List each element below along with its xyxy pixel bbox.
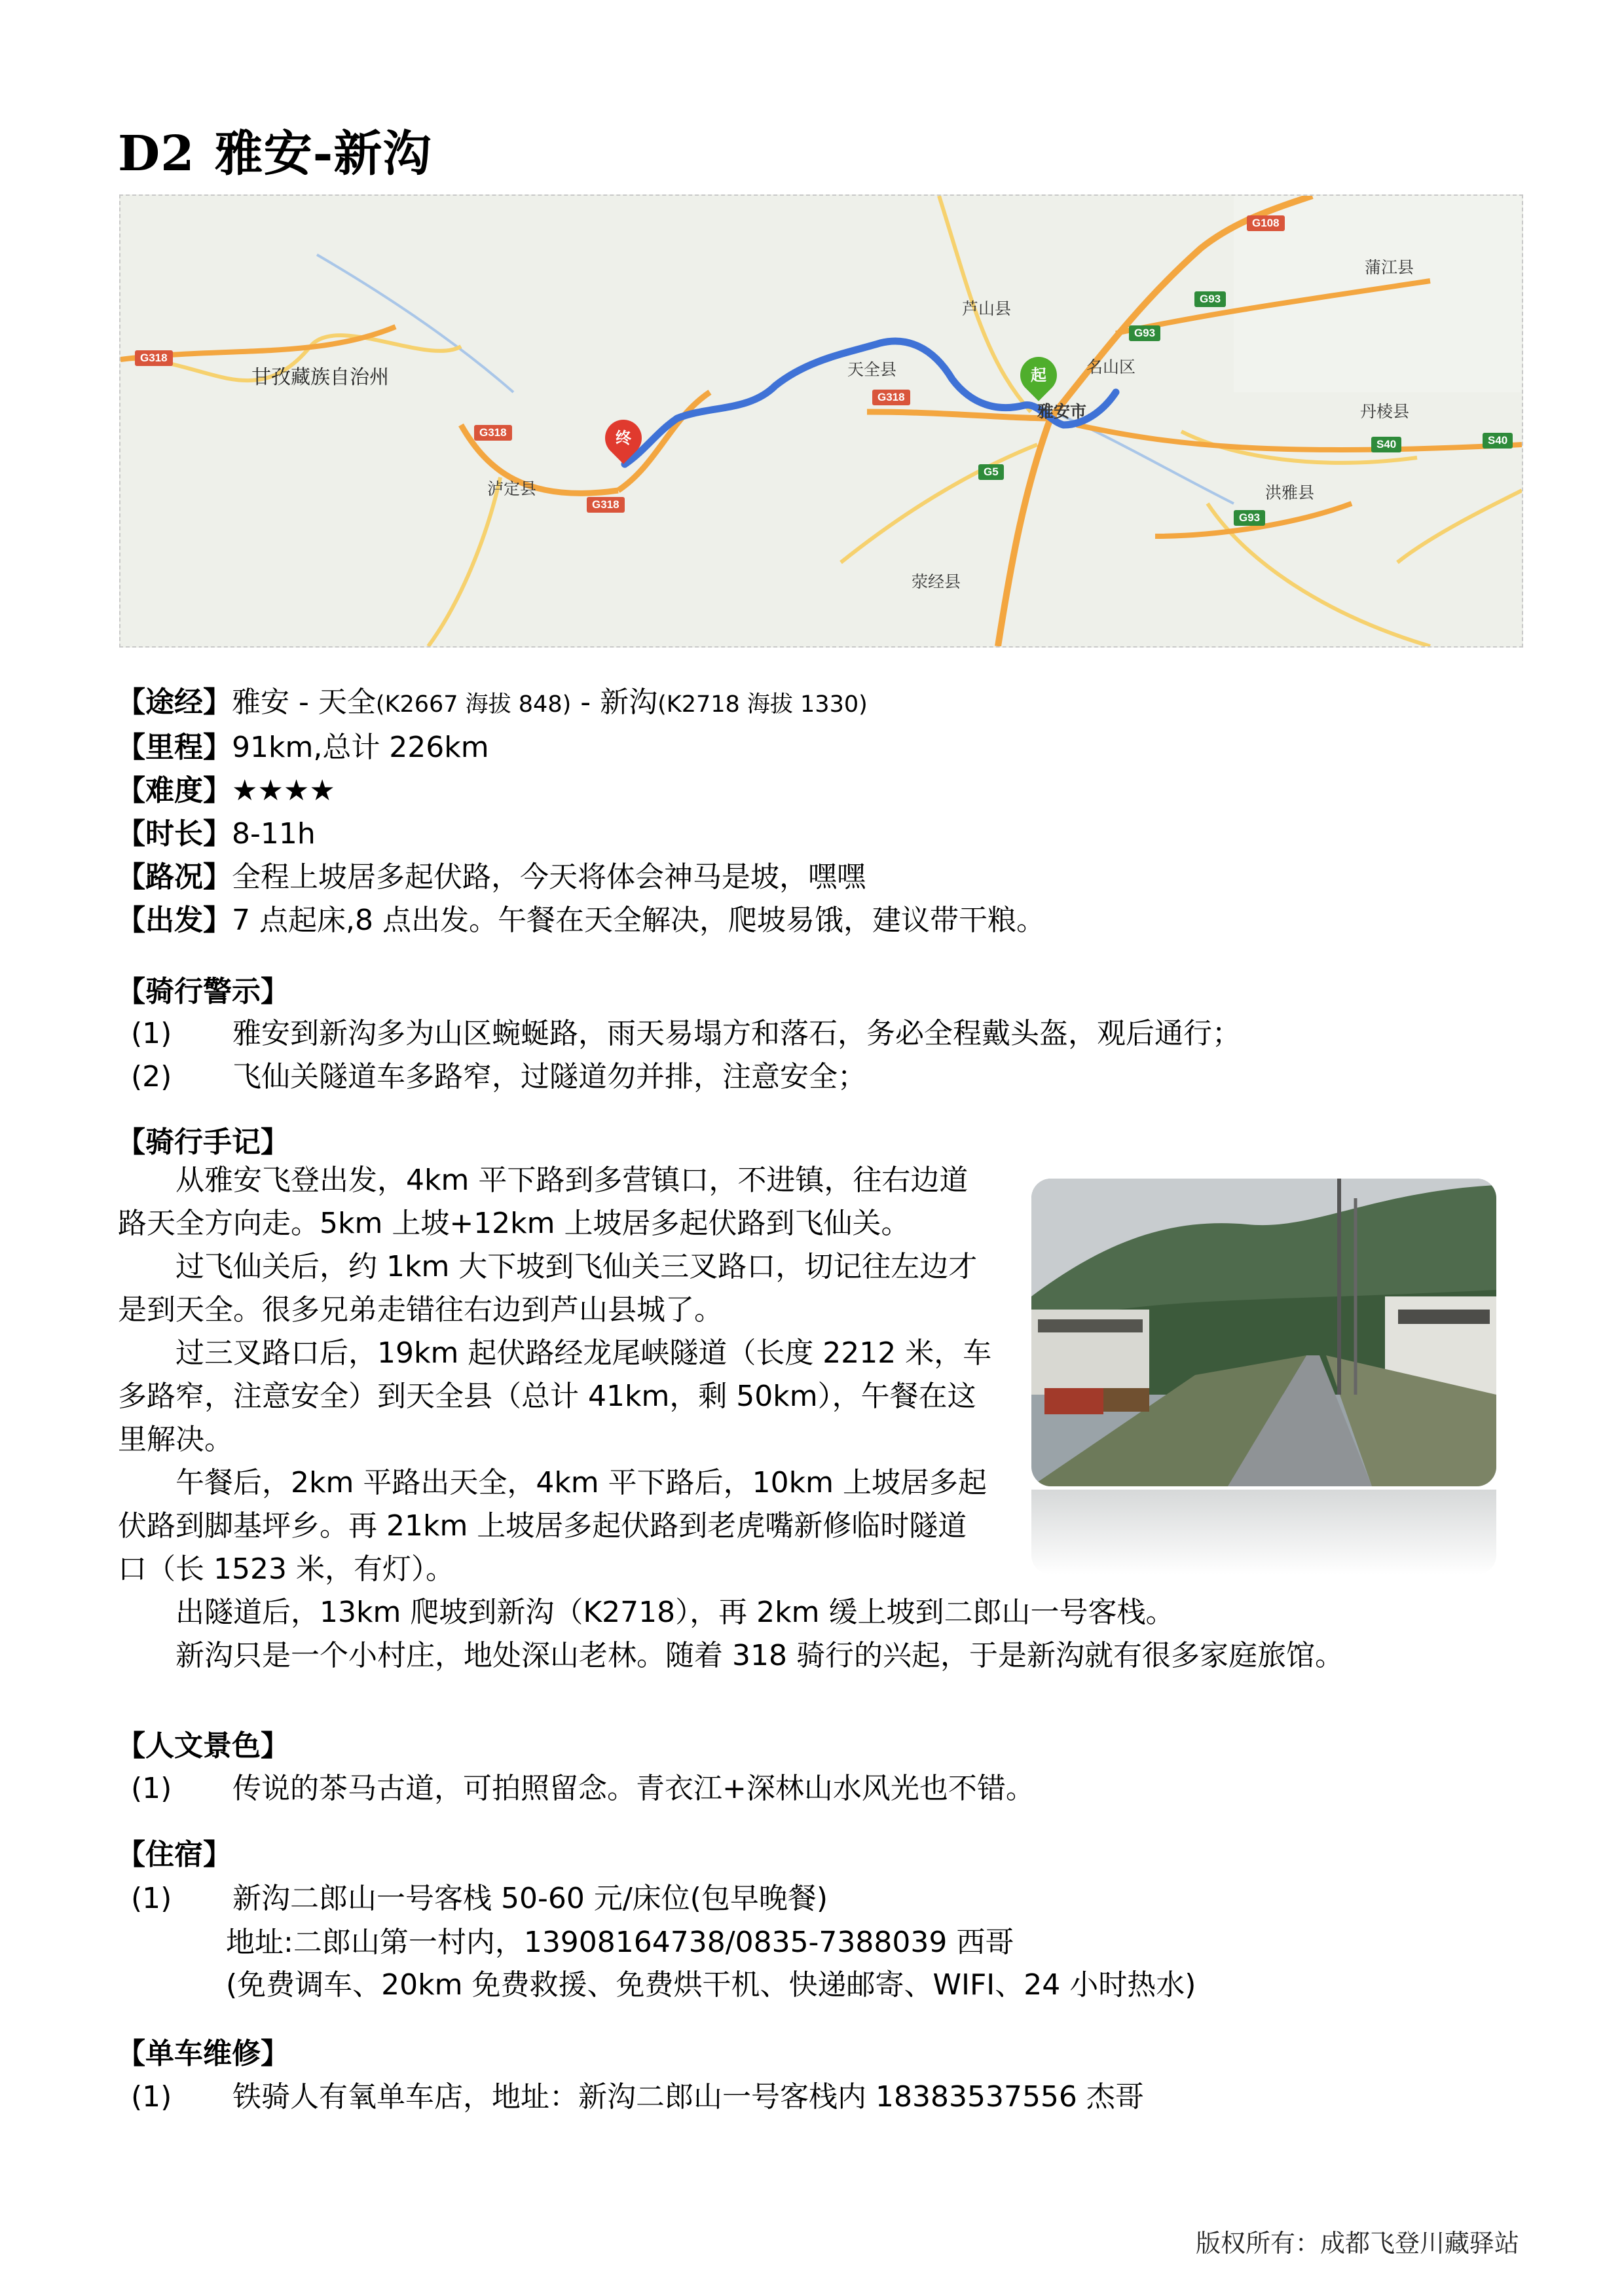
warning-item-1: (1) 雅安到新沟多为山区蜿蜒路，雨天易塌方和落石，务必全程戴头盔，观后通行； (131, 1017, 1241, 1050)
shield-g318-d: G318 (872, 390, 910, 405)
copyright-footer: 版权所有：成都飞登川藏驿站 (1195, 2229, 1519, 2258)
shield-g318-c: G318 (587, 497, 625, 513)
section-lodging-title: 【住宿】 (117, 1838, 232, 1871)
section-scenery-title: 【人文景色】 (117, 1729, 289, 1763)
place-danling: 丹棱县 (1360, 402, 1410, 421)
notes-line: 路天全方向走。5km 上坡+12km 上坡居多起伏路到飞仙关。 (118, 1207, 910, 1240)
shield-g93-a: G93 (1129, 325, 1160, 341)
notes-line: 午餐后，2km 平路出天全，4km 平下路后，10km 上坡居多起 (175, 1466, 987, 1499)
notes-line: 多路窄，注意安全）到天全县（总计 41km，剩 50km），午餐在这 (118, 1380, 976, 1413)
place-tianquan: 天全县 (847, 360, 897, 379)
place-luding: 泸定县 (487, 479, 537, 498)
photo-reflection (1031, 1490, 1496, 1575)
info-difficulty: 【难度】★★★★ (117, 774, 335, 807)
route-info (117, 681, 1045, 942)
notes-line: 伏路到脚基坪乡。再 21km 上坡居多起伏路到老虎嘴新修临时隧道 (118, 1509, 967, 1543)
shield-s40-b: S40 (1483, 433, 1513, 449)
place-mingshan: 名山区 (1086, 358, 1136, 376)
notes-line: 过三叉路口后，19km 起伏路经龙尾峡隧道（长度 2212 米，车 (175, 1336, 992, 1370)
info-route: 【途经】雅安 - 天全(K2667 海拔 848) - 新沟(K2718 海拔 1330) (117, 686, 868, 719)
place-hongya: 洪雅县 (1265, 483, 1315, 502)
page-title (118, 115, 432, 185)
notes-body-wide (118, 1591, 1559, 1678)
lodging-item-1: (1) 新沟二郎山一号客栈 50-60 元/床位(包早晚餐) (131, 1882, 828, 1915)
place-yaan: 雅安市 (1037, 402, 1087, 421)
warning-item-2: (2) 飞仙关隧道车多路窄，过隧道勿并排，注意安全； (131, 1060, 866, 1093)
shield-s40-a: S40 (1371, 437, 1401, 452)
lodging-address: 地址:二郎山第一村内，13908164738/0835-7388039 西哥 (226, 1926, 1014, 1959)
info-distance: 【里程】91km,总计 226km (117, 731, 489, 764)
section-repair-title: 【单车维修】 (117, 2037, 289, 2070)
place-yingjing: 荥经县 (912, 572, 961, 591)
notes-line: 口（长 1523 米，有灯）。 (118, 1552, 454, 1586)
notes-line: 从雅安飞登出发，4km 平下路到多营镇口，不进镇，往右边道 (175, 1164, 969, 1197)
difficulty-stars: ★★★★ (232, 774, 335, 807)
section-warning-title: 【骑行警示】 (117, 975, 289, 1008)
place-pujiang: 蒲江县 (1365, 258, 1414, 277)
notes-line: 出隧道后，13km 爬坡到新沟（K2718），再 2km 缓上坡到二郎山一号客栈。 (175, 1596, 1175, 1629)
repair-item-1: (1) 铁骑人有氧单车店，地址：新沟二郎山一号客栈内 18383537556 杰哥 (131, 2080, 1144, 2114)
road-photo (1031, 1179, 1496, 1486)
notes-line: 里解决。 (118, 1423, 233, 1456)
place-ganzi: 甘孜藏族自治州 (251, 366, 389, 389)
notes-body (118, 1159, 1028, 1591)
lodging-services: (免费调车、20km 免费救援、免费烘干机、快递邮寄、WIFI、24 小时热水) (226, 1968, 1196, 2002)
day-number: D2 (118, 126, 195, 182)
start-marker: 起 (1012, 349, 1064, 401)
place-lushan: 芦山县 (962, 299, 1012, 318)
shield-g5: G5 (978, 464, 1004, 480)
shield-g318-b: G318 (474, 425, 512, 441)
shield-g93-c: G93 (1234, 510, 1265, 526)
map-roads (120, 196, 1522, 646)
route-map (119, 194, 1523, 648)
info-duration: 【时长】8-11h (117, 817, 316, 851)
shield-g318-a: G318 (135, 350, 173, 366)
shield-g93-b: G93 (1194, 291, 1226, 307)
info-road: 【路况】全程上坡居多起伏路，今天将体会神马是坡，嘿嘿 (117, 860, 866, 894)
notes-line: 新沟只是一个小村庄，地处深山老林。随着 318 骑行的兴起，于是新沟就有很多家庭旅馆。 (175, 1639, 1344, 1672)
route-title: 雅安-新沟 (214, 126, 432, 182)
shield-g108: G108 (1247, 215, 1285, 231)
notes-line: 是到天全。很多兄弟走错往右边到芦山县城了。 (118, 1293, 723, 1327)
notes-line: 过飞仙关后，约 1km 大下坡到飞仙关三叉路口，切记往左边才 (175, 1250, 978, 1283)
scenery-item-1: (1) 传说的茶马古道，可拍照留念。青衣江+深林山水风光也不错。 (131, 1772, 1035, 1805)
info-depart: 【出发】7 点起床,8 点出发。午餐在天全解决，爬坡易饿，建议带干粮。 (117, 904, 1045, 937)
section-notes-title: 【骑行手记】 (117, 1126, 289, 1159)
end-marker: 终 (597, 412, 649, 464)
